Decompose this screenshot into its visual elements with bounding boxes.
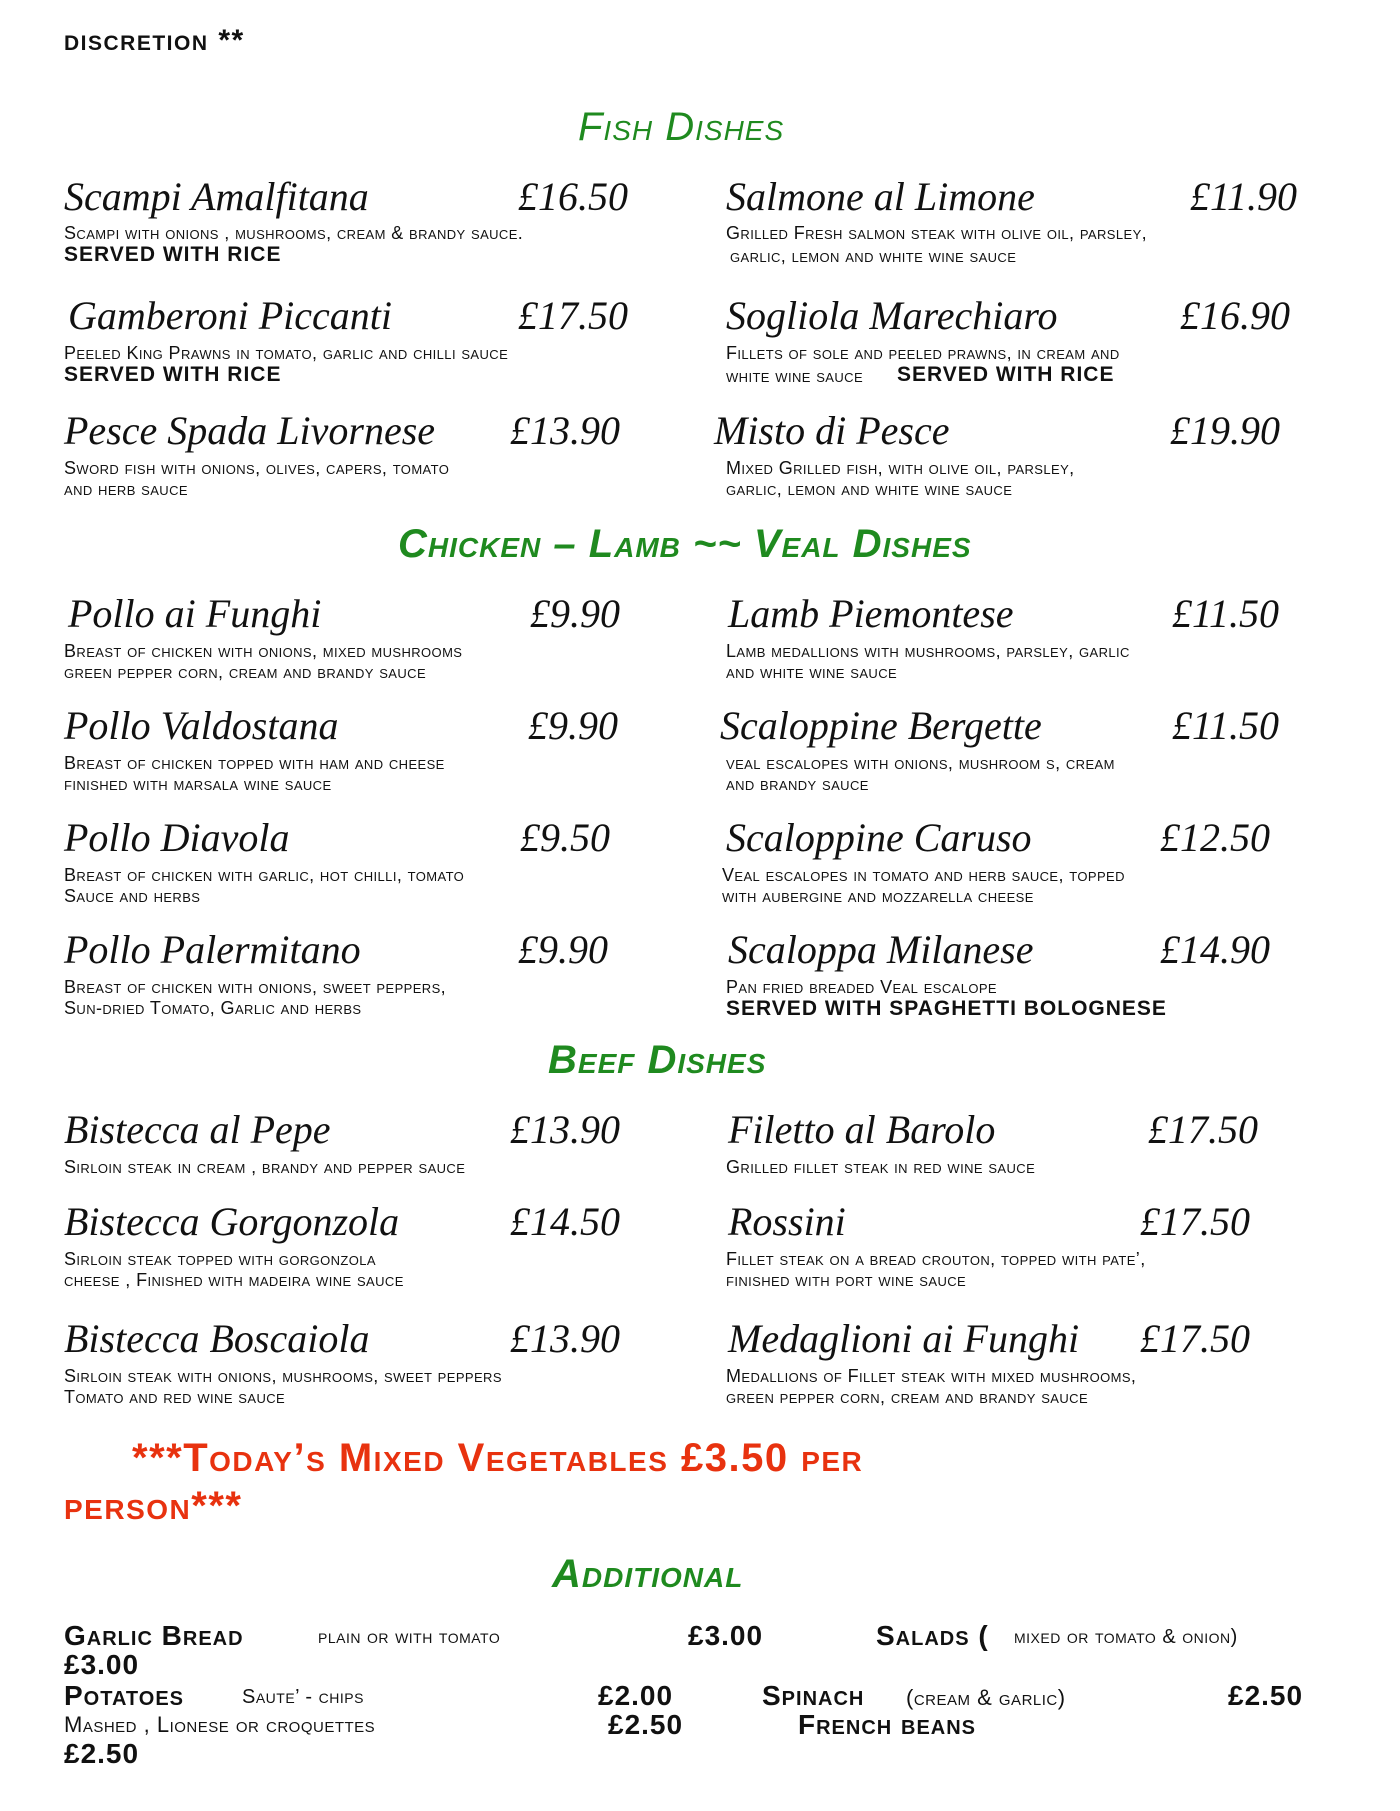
side-french-beans: French beans	[798, 1709, 977, 1740]
dish-description: Breast of chicken with onions, mixed mushrooms	[64, 641, 463, 661]
dish-name: Pollo Valdostana	[64, 703, 339, 748]
vegetables-offer-line1: ***Today’s Mixed Vegetables £3.50 per	[132, 1436, 864, 1480]
side-spinach: Spinach	[762, 1680, 865, 1711]
dish-price: £19.90	[1170, 408, 1280, 453]
side-mashed-price: £2.50	[608, 1709, 684, 1740]
dish-description: Grilled Fresh salmon steak with olive oil, parsley,	[726, 223, 1148, 243]
dish-price: £16.90	[1180, 293, 1290, 338]
dish-note: SERVED WITH SPAGHETTI BOLOGNESE	[726, 997, 1167, 1020]
dish-name: Salmone al Limone	[726, 174, 1035, 219]
dish-name: Bistecca al Pepe	[64, 1107, 331, 1152]
dish-description: Scampi with onions , mushrooms, cream & brandy sauce.	[64, 223, 524, 243]
dish-description: Breast of chicken with garlic, hot chilli, tomato	[64, 865, 465, 885]
dish-description: Fillets of sole and peeled prawns, in cream and	[726, 343, 1120, 363]
side-garlic-bread: Garlic Bread	[64, 1620, 244, 1651]
dish-description: Breast of chicken with onions, sweet peppers,	[64, 977, 447, 997]
dish-description: and white wine sauce	[726, 662, 898, 682]
dish-description: green pepper corn, cream and brandy sauce	[726, 1387, 1089, 1407]
dish-price: £11.50	[1172, 703, 1280, 748]
vegetables-offer-line2: person***	[64, 1484, 243, 1528]
section-title-meat: Chicken – Lamb ~~ Veal Dishes	[398, 522, 972, 566]
side-garlic-bread-note: plain or with tomato	[318, 1626, 501, 1648]
dish-name: Scaloppine Caruso	[726, 815, 1032, 860]
dish-description: Sirloin steak in cream , brandy and pepper sauce	[64, 1157, 466, 1177]
dish-name: Pesce Spada Livornese	[64, 408, 436, 453]
side-spinach-note: (cream & garlic)	[906, 1685, 1066, 1710]
dish-price: £17.50	[1140, 1199, 1250, 1244]
dish-name: Bistecca Gorgonzola	[64, 1199, 400, 1244]
dish-description: Fillet steak on a bread crouton, topped with pate’,	[726, 1249, 1146, 1269]
side-french-beans-price: £2.50	[64, 1738, 140, 1769]
section-title-beef: Beef Dishes	[548, 1038, 767, 1082]
section-title-fish: Fish Dishes	[578, 105, 785, 149]
dish-description: and brandy sauce	[726, 774, 869, 794]
dish-name: Bistecca Boscaiola	[64, 1316, 370, 1361]
side-salads-price: £3.00	[64, 1649, 140, 1680]
dish-name: Misto di Pesce	[714, 408, 950, 453]
dish-price: £14.90	[1160, 927, 1270, 972]
dish-description: Medallions of Fillet steak with mixed mushrooms,	[726, 1366, 1137, 1386]
dish-name: Pollo Diavola	[64, 815, 290, 860]
dish-description: garlic, lemon and white wine sauce	[726, 479, 1013, 499]
dish-name: Lamb Piemontese	[728, 591, 1014, 636]
dish-description: Veal escalopes in tomato and herb sauce, topped	[722, 865, 1125, 885]
dish-name: Medaglioni ai Funghi	[728, 1316, 1080, 1361]
dish-description: white wine sauce	[726, 366, 864, 386]
dish-description: Sirloin steak topped with gorgonzola	[64, 1249, 376, 1269]
dish-description: Sauce and herbs	[64, 886, 201, 906]
dish-description: and herb sauce	[64, 479, 188, 499]
dish-price: £17.50	[518, 293, 628, 338]
dish-price: £9.90	[530, 591, 620, 636]
dish-price: £13.90	[510, 1107, 620, 1152]
side-spinach-price: £2.50	[1228, 1680, 1304, 1711]
dish-price: £12.50	[1160, 815, 1270, 860]
dish-description: Breast of chicken topped with ham and cheese	[64, 753, 445, 773]
side-potatoes: Potatoes	[64, 1680, 185, 1711]
dish-note: SERVED WITH RICE	[64, 363, 282, 386]
dish-description: Grilled fillet steak in red wine sauce	[726, 1157, 1036, 1177]
dish-price: £11.90	[1190, 174, 1298, 219]
dish-description: garlic, lemon and white wine sauce	[730, 246, 1017, 266]
dish-description: finished with port wine sauce	[726, 1270, 967, 1290]
dish-price: £17.50	[1148, 1107, 1258, 1152]
dish-note: SERVED WITH RICE	[64, 243, 282, 266]
dish-description: Sun-dried Tomato, Garlic and herbs	[64, 998, 362, 1018]
dish-name: Scaloppine Bergette	[720, 703, 1042, 748]
dish-price: £13.90	[510, 1316, 620, 1361]
dish-price: £14.50	[510, 1199, 620, 1244]
dish-price: £17.50	[1140, 1316, 1250, 1361]
dish-price: £9.90	[528, 703, 618, 748]
dish-description: green pepper corn, cream and brandy sauce	[64, 662, 427, 682]
side-salads: Salads (	[876, 1620, 989, 1651]
dish-name: Sogliola Marechiaro	[726, 293, 1058, 338]
dish-name: Scaloppa Milanese	[728, 927, 1034, 972]
dish-price: £11.50	[1172, 591, 1280, 636]
dish-description: Mixed Grilled fish, with olive oil, parsley,	[726, 458, 1075, 478]
dish-name: Pollo ai Funghi	[68, 591, 322, 636]
dish-description: veal escalopes with onions, mushroom s, cream	[726, 753, 1115, 773]
dish-name: Pollo Palermitano	[64, 927, 361, 972]
dish-price: £13.90	[510, 408, 620, 453]
side-salads-note: mixed or tomato & onion)	[1014, 1626, 1238, 1648]
dish-description: Sirloin steak with onions, mushrooms, sweet peppers	[64, 1366, 502, 1386]
dish-name: Rossini	[728, 1199, 846, 1244]
dish-description: Pan fried breaded Veal escalope	[726, 977, 997, 997]
dish-description: Sword fish with onions, olives, capers, tomato	[64, 458, 450, 478]
dish-name: Filetto al Barolo	[728, 1107, 996, 1152]
dish-name: Gamberoni Piccanti	[68, 293, 393, 338]
dish-note: SERVED WITH RICE	[897, 363, 1115, 386]
side-potatoes-note: Saute’ - chips	[242, 1686, 364, 1708]
section-title-additional: Additional	[552, 1552, 744, 1596]
side-garlic-bread-price: £3.00	[688, 1620, 764, 1651]
dish-price: £9.50	[520, 815, 610, 860]
dish-price: £9.90	[518, 927, 608, 972]
header-text: discretion **	[64, 24, 245, 57]
dish-description: finished with marsala wine sauce	[64, 774, 332, 794]
dish-price: £16.50	[518, 174, 628, 219]
dish-description: Tomato and red wine sauce	[64, 1387, 286, 1407]
dish-name: Scampi Amalfitana	[64, 174, 369, 219]
dish-description: Peeled King Prawns in tomato, garlic and chilli sauce	[64, 343, 509, 363]
side-potatoes-price: £2.00	[598, 1680, 674, 1711]
dish-description: with aubergine and mozzarella cheese	[722, 886, 1034, 906]
dish-description: cheese , Finished with madeira wine sauce	[64, 1270, 404, 1290]
dish-description: Lamb medallions with mushrooms, parsley, garlic	[726, 641, 1130, 661]
side-mashed: Mashed , Lionese or croquettes	[64, 1712, 376, 1737]
